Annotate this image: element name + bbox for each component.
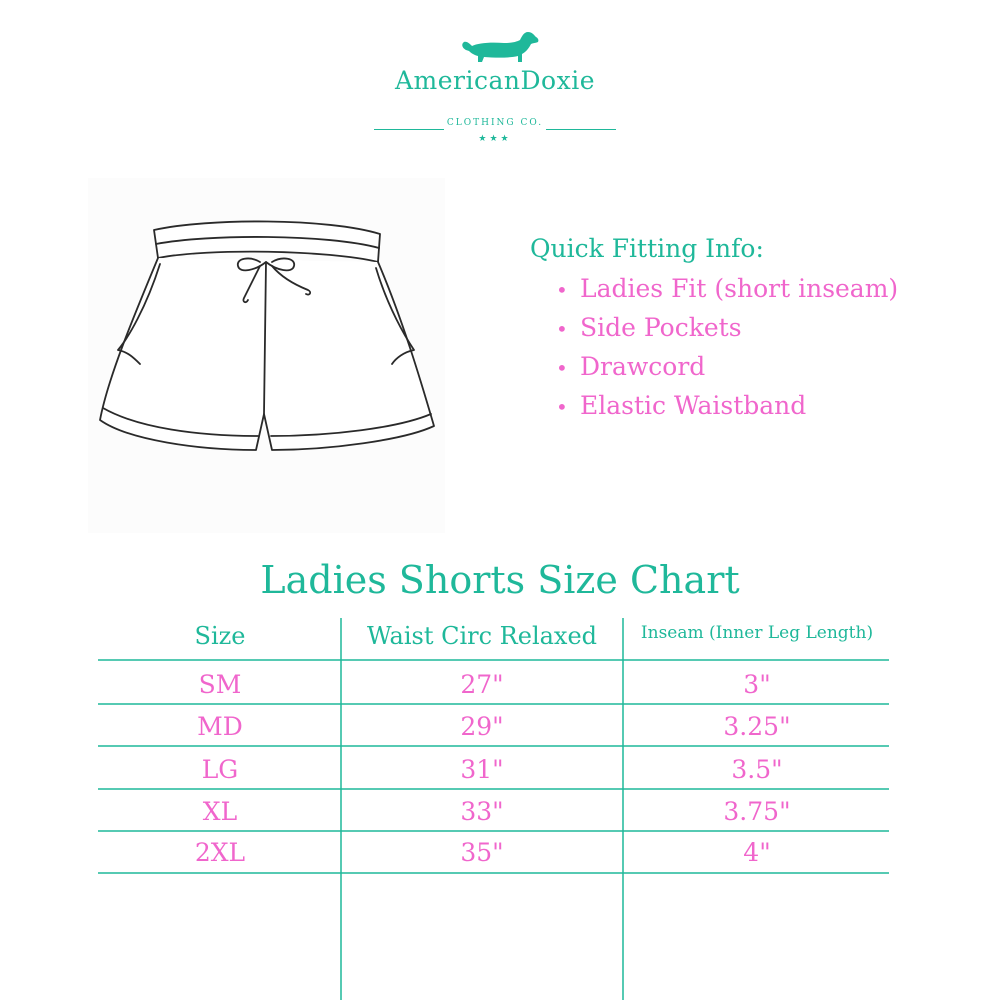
brand-logo <box>360 28 630 144</box>
waist-cell: 33" <box>460 797 504 826</box>
column-header-waist: Waist Circ Relaxed <box>366 622 598 650</box>
dachshund-icon <box>460 28 540 68</box>
fitting-title: Quick Fitting Info: <box>530 234 764 263</box>
inseam-cell: 3" <box>743 670 771 699</box>
waist-cell: 31" <box>460 755 504 784</box>
inseam-cell: 3.5" <box>731 755 783 784</box>
table-row <box>100 830 890 872</box>
brand-divider-left <box>374 129 444 130</box>
size-cell: LG <box>201 755 239 784</box>
brand-divider-right <box>546 129 616 130</box>
size-cell: MD <box>197 712 243 741</box>
column-header-size: Size <box>194 622 246 650</box>
inseam-cell: 4" <box>743 838 771 867</box>
brand-subtitle: CLOTHING CO. <box>446 118 544 128</box>
table-row <box>100 704 890 746</box>
inseam-cell: 3.75" <box>723 797 791 826</box>
brand-stars: ★★★ <box>478 134 512 144</box>
quick-fitting-info <box>530 232 898 426</box>
column-header-inseam: Inseam (Inner Leg Length) <box>640 623 874 643</box>
size-cell: SM <box>198 670 242 699</box>
size-cell: 2XL <box>194 838 246 867</box>
table-row <box>100 789 890 831</box>
shorts-drawing <box>88 178 445 533</box>
brand-name: AmericanDoxie <box>395 66 595 95</box>
size-cell: XL <box>202 797 238 826</box>
fitting-item: • Ladies Fit (short inseam) <box>556 270 898 309</box>
waist-cell: 29" <box>460 712 504 741</box>
fitting-item: • Side Pockets <box>556 309 898 348</box>
waist-cell: 27" <box>460 670 504 699</box>
table-row <box>100 662 890 704</box>
waist-cell: 35" <box>460 838 504 867</box>
inseam-cell: 3.25" <box>723 712 791 741</box>
table-row <box>100 747 890 789</box>
shorts-illustration <box>88 178 445 533</box>
fitting-item: • Drawcord <box>556 348 898 387</box>
fitting-item: • Elastic Waistband <box>556 387 898 426</box>
size-chart-title: Ladies Shorts Size Chart <box>260 558 740 602</box>
fitting-list <box>530 270 898 426</box>
